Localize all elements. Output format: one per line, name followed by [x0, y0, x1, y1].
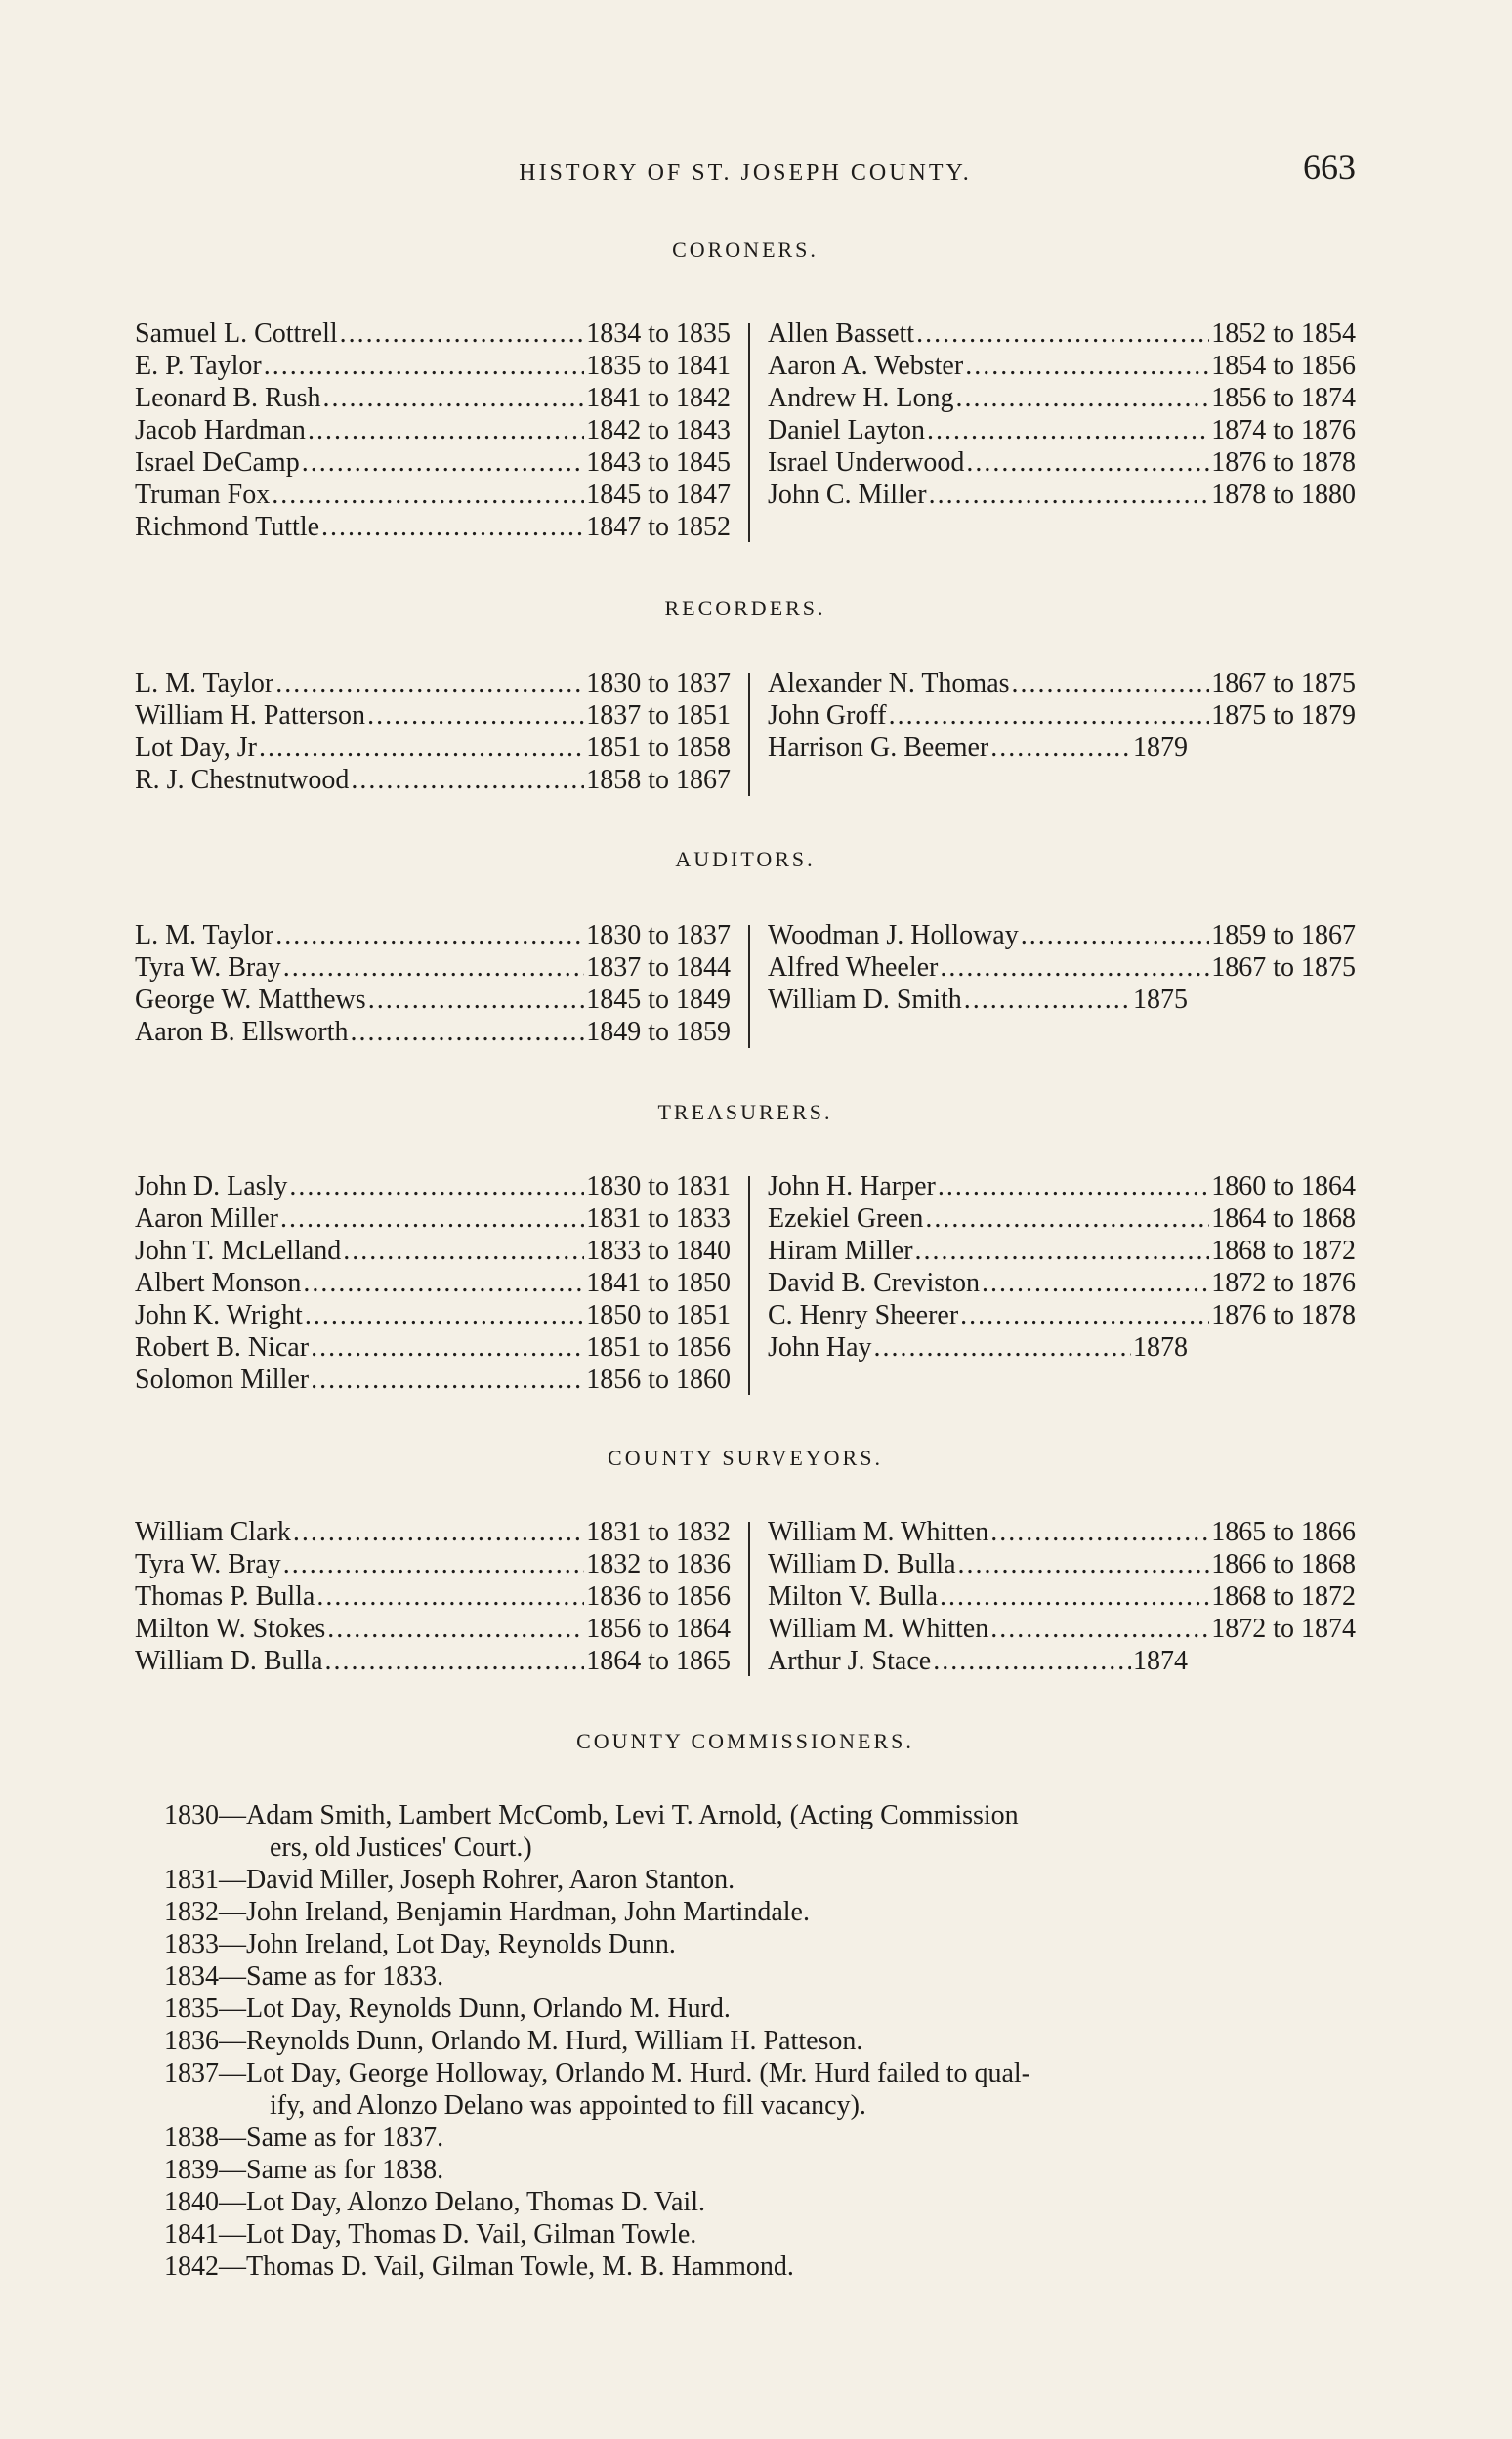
term-years: 1830 to 1837 — [586, 668, 731, 698]
holder-name: Alfred Wheeler — [768, 952, 939, 983]
holder-name: William D. Bulla — [768, 1549, 956, 1579]
holder-name: John K. Wright — [135, 1300, 303, 1330]
holder-name: Alexander N. Thomas — [768, 668, 1010, 698]
term-years: 1836 to 1856 — [586, 1581, 731, 1612]
entry-text: 1831—David Miller, Joseph Rohrer, Aaron Stanton. — [164, 1865, 735, 1895]
office-holder-row — [135, 414, 731, 446]
term-years: 1864 to 1865 — [586, 1646, 731, 1676]
office-holder-row — [768, 1267, 1356, 1299]
term-years: 1872 to 1876 — [1211, 1268, 1356, 1298]
entry-text: 1837—Lot Day, George Holloway, Orlando M. Hurd. (Mr. Hurd failed to qual- — [164, 2058, 1031, 2088]
term-years: 1874 — [1133, 1646, 1188, 1676]
column-divider — [748, 673, 750, 796]
holder-name: Harrison G. Beemer — [768, 733, 989, 763]
office-holder-row — [768, 1235, 1356, 1267]
term-years: 1874 to 1876 — [1211, 415, 1356, 445]
term-years: 1875 — [1133, 985, 1188, 1015]
holder-name: Ezekiel Green — [768, 1203, 924, 1234]
term-years: 1851 to 1858 — [586, 733, 731, 763]
holder-name: William D. Smith — [768, 985, 962, 1015]
term-years: 1842 to 1843 — [586, 415, 731, 445]
office-holder-row — [135, 1016, 731, 1048]
holder-name: Samuel L. Cottrell — [135, 318, 338, 349]
holder-name: Truman Fox — [135, 480, 271, 510]
page-header — [135, 147, 1356, 195]
leader-dots — [283, 951, 585, 984]
term-years: 1841 to 1850 — [586, 1268, 731, 1298]
office-holder-row — [768, 1299, 1356, 1331]
page-number: 663 — [1303, 147, 1356, 187]
leader-dots — [305, 1299, 584, 1331]
term-years: 1851 to 1856 — [586, 1332, 731, 1363]
leader-dots — [275, 667, 584, 699]
holder-name: Solomon Miller — [135, 1365, 310, 1395]
leader-dots — [960, 1299, 1209, 1331]
holder-name: Albert Monson — [135, 1268, 302, 1298]
column-left — [135, 667, 731, 796]
term-years: 1859 to 1867 — [1211, 920, 1356, 950]
term-years: 1833 to 1840 — [586, 1236, 731, 1266]
holder-name: Lot Day, Jr — [135, 733, 257, 763]
office-holder-row — [768, 732, 1188, 764]
office-holder-row — [135, 1548, 731, 1580]
office-holder-row — [768, 984, 1188, 1016]
leader-dots — [311, 1364, 584, 1396]
office-holder-row — [135, 919, 731, 951]
column-left — [135, 317, 731, 543]
office-holder-row — [135, 479, 731, 511]
term-years: 1876 to 1878 — [1211, 1300, 1356, 1330]
column-right — [768, 1170, 1356, 1364]
term-years: 1876 to 1878 — [1211, 447, 1356, 478]
holder-name: Jacob Hardman — [135, 415, 306, 445]
leader-dots — [323, 382, 585, 414]
column-divider — [748, 1176, 750, 1395]
office-holder-row — [768, 1613, 1356, 1645]
holder-name: Tyra W. Bray — [135, 1549, 281, 1579]
holder-name: Milton V. Bulla — [768, 1581, 939, 1612]
office-holder-row — [135, 317, 731, 350]
holder-name: John D. Lasly — [135, 1171, 288, 1201]
holder-name: John Hay — [768, 1332, 872, 1363]
leader-dots — [302, 446, 585, 479]
commissioner-entry — [164, 1928, 1356, 1960]
leader-dots — [927, 414, 1209, 446]
office-holder-row — [768, 317, 1356, 350]
holder-name: Daniel Layton — [768, 415, 925, 445]
leader-dots — [321, 511, 584, 543]
office-holder-row — [768, 350, 1356, 382]
holder-name: Aaron A. Webster — [768, 351, 964, 381]
term-years: 1847 to 1852 — [586, 512, 731, 542]
column-divider — [748, 1522, 750, 1676]
term-years: 1872 to 1874 — [1211, 1614, 1356, 1644]
leader-dots — [940, 1580, 1209, 1613]
office-holder-row — [135, 1202, 731, 1235]
term-years: 1856 to 1864 — [586, 1614, 731, 1644]
term-years: 1837 to 1851 — [586, 700, 731, 731]
holder-name: Hiram Miller — [768, 1236, 913, 1266]
section-title-surveyors: COUNTY SURVEYORS. — [608, 1446, 883, 1470]
leader-dots — [1021, 919, 1210, 951]
commissioner-entry — [164, 2250, 1356, 2283]
office-holder-row — [768, 1202, 1356, 1235]
office-holder-row — [768, 446, 1356, 479]
office-holder-row — [768, 479, 1356, 511]
holder-name: Leonard B. Rush — [135, 383, 321, 413]
holder-name: William M. Whitten — [768, 1614, 989, 1644]
leader-dots — [982, 1267, 1209, 1299]
leader-dots — [889, 699, 1210, 732]
term-years: 1852 to 1854 — [1211, 318, 1356, 349]
term-years: 1830 to 1831 — [586, 1171, 731, 1201]
office-holder-row — [768, 1580, 1356, 1613]
holder-name: L. M. Taylor — [135, 668, 274, 698]
term-years: 1837 to 1844 — [586, 952, 731, 983]
term-years: 1878 — [1133, 1332, 1188, 1363]
term-years: 1854 to 1856 — [1211, 351, 1356, 381]
leader-dots — [938, 1170, 1209, 1202]
leader-dots — [925, 1202, 1209, 1235]
section-title-coroners: CORONERS. — [672, 237, 819, 262]
leader-dots — [259, 732, 584, 764]
leader-dots — [965, 350, 1209, 382]
leader-dots — [368, 984, 585, 1016]
term-years: 1832 to 1836 — [586, 1549, 731, 1579]
office-holder-row — [135, 350, 731, 382]
term-years: 1843 to 1845 — [586, 447, 731, 478]
office-holder-row — [135, 1170, 731, 1202]
term-years: 1841 to 1842 — [586, 383, 731, 413]
leader-dots — [303, 1267, 584, 1299]
column-right — [768, 919, 1356, 1016]
office-holder-row — [768, 414, 1356, 446]
term-years: 1830 to 1837 — [586, 920, 731, 950]
office-holder-row — [135, 1580, 731, 1613]
holder-name: Richmond Tuttle — [135, 512, 320, 542]
commissioners-list — [164, 1799, 1356, 2283]
office-holder-row — [768, 1170, 1356, 1202]
holder-name: William H. Patterson — [135, 700, 366, 731]
term-years: 1867 to 1875 — [1211, 668, 1356, 698]
term-years: 1845 to 1849 — [586, 985, 731, 1015]
holder-name: E. P. Taylor — [135, 351, 262, 381]
commissioner-entry — [164, 2025, 1356, 2057]
term-years: 1865 to 1866 — [1211, 1517, 1356, 1547]
office-holder-row — [135, 699, 731, 732]
term-years: 1835 to 1841 — [586, 351, 731, 381]
commissioner-entry — [164, 1799, 1356, 1864]
term-years: 1878 to 1880 — [1211, 480, 1356, 510]
entry-text: 1840—Lot Day, Alonzo Delano, Thomas D. Vail. — [164, 2187, 705, 2217]
office-holder-row — [768, 1331, 1188, 1364]
term-years: 1875 to 1879 — [1211, 700, 1356, 731]
term-years: 1879 — [1133, 733, 1188, 763]
holder-name: Thomas P. Bulla — [135, 1581, 315, 1612]
holder-name: Robert B. Nicar — [135, 1332, 310, 1363]
office-holder-row — [135, 1613, 731, 1645]
leader-dots — [874, 1331, 1131, 1364]
holder-name: Milton W. Stokes — [135, 1614, 326, 1644]
holder-name: John Groff — [768, 700, 887, 731]
term-years: 1850 to 1851 — [586, 1300, 731, 1330]
term-years: 1868 to 1872 — [1211, 1236, 1356, 1266]
term-years: 1867 to 1875 — [1211, 952, 1356, 983]
office-holder-row — [768, 919, 1356, 951]
office-holder-row — [135, 667, 731, 699]
leader-dots — [340, 317, 585, 350]
term-years: 1856 to 1860 — [586, 1365, 731, 1395]
entry-text: 1836—Reynolds Dunn, Orlando M. Hurd, William H. Patteson. — [164, 2026, 863, 2056]
entry-text: 1838—Same as for 1837. — [164, 2123, 444, 2153]
leader-dots — [351, 764, 584, 796]
holder-name: Tyra W. Bray — [135, 952, 281, 983]
column-right — [768, 317, 1356, 511]
leader-dots — [929, 479, 1210, 511]
leader-dots — [940, 951, 1209, 984]
leader-dots — [325, 1645, 585, 1677]
leader-dots — [316, 1580, 584, 1613]
office-holder-row — [768, 951, 1356, 984]
leader-dots — [272, 479, 584, 511]
term-years: 1866 to 1868 — [1211, 1549, 1356, 1579]
leader-dots — [956, 382, 1210, 414]
commissioner-entry — [164, 1864, 1356, 1896]
office-holder-row — [135, 1645, 731, 1677]
commissioner-entry — [164, 2154, 1356, 2186]
entry-text: 1841—Lot Day, Thomas D. Vail, Gilman Towle. — [164, 2219, 697, 2250]
term-years: 1831 to 1833 — [586, 1203, 731, 1234]
holder-name: Woodman J. Holloway — [768, 920, 1019, 950]
leader-dots — [311, 1331, 584, 1364]
leader-dots — [327, 1613, 584, 1645]
commissioner-entry — [164, 2186, 1356, 2218]
holder-name: William Clark — [135, 1517, 291, 1547]
office-holder-row — [135, 1299, 731, 1331]
office-holder-row — [135, 1331, 731, 1364]
commissioner-entry — [164, 2057, 1356, 2122]
term-years: 1831 to 1832 — [586, 1517, 731, 1547]
holder-name: Andrew H. Long — [768, 383, 954, 413]
holder-name: C. Henry Sheerer — [768, 1300, 959, 1330]
leader-dots — [990, 732, 1131, 764]
holder-name: John H. Harper — [768, 1171, 936, 1201]
term-years: 1834 to 1835 — [586, 318, 731, 349]
running-title: HISTORY OF ST. JOSEPH COUNTY. — [519, 160, 972, 186]
holder-name: David B. Creviston — [768, 1268, 980, 1298]
leader-dots — [351, 1016, 585, 1048]
column-divider — [748, 323, 750, 542]
term-years: 1849 to 1859 — [586, 1017, 731, 1047]
office-holder-row — [135, 1235, 731, 1267]
leader-dots — [933, 1645, 1131, 1677]
office-holder-row — [135, 1364, 731, 1396]
leader-dots — [990, 1516, 1209, 1548]
holder-name: George W. Matthews — [135, 985, 366, 1015]
term-years: 1845 to 1847 — [586, 480, 731, 510]
office-holder-row — [135, 382, 731, 414]
leader-dots — [990, 1613, 1209, 1645]
office-holder-row — [768, 667, 1356, 699]
entry-continuation: ers, old Justices' Court.) — [270, 1832, 532, 1863]
entry-text: 1830—Adam Smith, Lambert McComb, Levi T. Arnold, (Acting Commission — [164, 1800, 1019, 1830]
leader-dots — [958, 1548, 1210, 1580]
holder-name: John C. Miller — [768, 480, 927, 510]
term-years: 1860 to 1864 — [1211, 1171, 1356, 1201]
column-right — [768, 1516, 1356, 1677]
column-left — [135, 919, 731, 1048]
leader-dots — [915, 1235, 1210, 1267]
leader-dots — [280, 1202, 584, 1235]
entry-text: 1834—Same as for 1833. — [164, 1961, 444, 1992]
leader-dots — [308, 414, 584, 446]
leader-dots — [367, 699, 584, 732]
office-holder-row — [768, 699, 1356, 732]
holder-name: Israel Underwood — [768, 447, 965, 478]
holder-name: William M. Whitten — [768, 1517, 989, 1547]
holder-name: R. J. Chestnutwood — [135, 765, 350, 795]
holder-name: L. M. Taylor — [135, 920, 274, 950]
office-holder-row — [135, 984, 731, 1016]
term-years: 1868 to 1872 — [1211, 1581, 1356, 1612]
holder-name: William D. Bulla — [135, 1646, 323, 1676]
leader-dots — [289, 1170, 584, 1202]
leader-dots — [343, 1235, 584, 1267]
term-years: 1858 to 1867 — [586, 765, 731, 795]
leader-dots — [264, 350, 584, 382]
term-years: 1856 to 1874 — [1211, 383, 1356, 413]
column-divider — [748, 925, 750, 1048]
office-holder-row — [135, 446, 731, 479]
leader-dots — [966, 446, 1209, 479]
commissioner-entry — [164, 1896, 1356, 1928]
leader-dots — [916, 317, 1209, 350]
entry-continuation: ify, and Alonzo Delano was appointed to fill vacancy). — [270, 2090, 866, 2121]
holder-name: Aaron B. Ellsworth — [135, 1017, 349, 1047]
commissioner-entry — [164, 1993, 1356, 2025]
leader-dots — [275, 919, 584, 951]
entry-text: 1839—Same as for 1838. — [164, 2155, 444, 2185]
office-holder-row — [768, 1516, 1356, 1548]
column-left — [135, 1516, 731, 1677]
section-title-recorders: RECORDERS. — [664, 596, 826, 620]
office-holder-row — [135, 732, 731, 764]
commissioner-entry — [164, 2218, 1356, 2250]
holder-name: Israel DeCamp — [135, 447, 300, 478]
section-title-commissioners: COUNTY COMMISSIONERS. — [576, 1729, 914, 1753]
leader-dots — [283, 1548, 585, 1580]
office-holder-row — [135, 1516, 731, 1548]
column-left — [135, 1170, 731, 1396]
holder-name: John T. McLelland — [135, 1236, 342, 1266]
leader-dots — [964, 984, 1131, 1016]
office-holder-row — [135, 951, 731, 984]
leader-dots — [1012, 667, 1210, 699]
office-holder-row — [135, 511, 731, 543]
commissioner-entry — [164, 1960, 1356, 1993]
office-holder-row — [768, 1548, 1356, 1580]
office-holder-row — [135, 1267, 731, 1299]
holder-name: Allen Bassett — [768, 318, 915, 349]
section-title-auditors: AUDITORS. — [675, 847, 816, 871]
entry-text: 1832—John Ireland, Benjamin Hardman, John Martindale. — [164, 1897, 810, 1927]
term-years: 1864 to 1868 — [1211, 1203, 1356, 1234]
column-right — [768, 667, 1356, 764]
entry-text: 1833—John Ireland, Lot Day, Reynolds Dunn. — [164, 1929, 676, 1959]
entry-text: 1835—Lot Day, Reynolds Dunn, Orlando M. Hurd. — [164, 1994, 731, 2024]
commissioner-entry — [164, 2122, 1356, 2154]
holder-name: Aaron Miller — [135, 1203, 278, 1234]
office-holder-row — [135, 764, 731, 796]
holder-name: Arthur J. Stace — [768, 1646, 932, 1676]
entry-text: 1842—Thomas D. Vail, Gilman Towle, M. B. Hammond. — [164, 2251, 794, 2282]
section-title-treasurers: TREASURERS. — [657, 1100, 833, 1124]
office-holder-row — [768, 382, 1356, 414]
office-holder-row — [768, 1645, 1188, 1677]
leader-dots — [293, 1516, 584, 1548]
